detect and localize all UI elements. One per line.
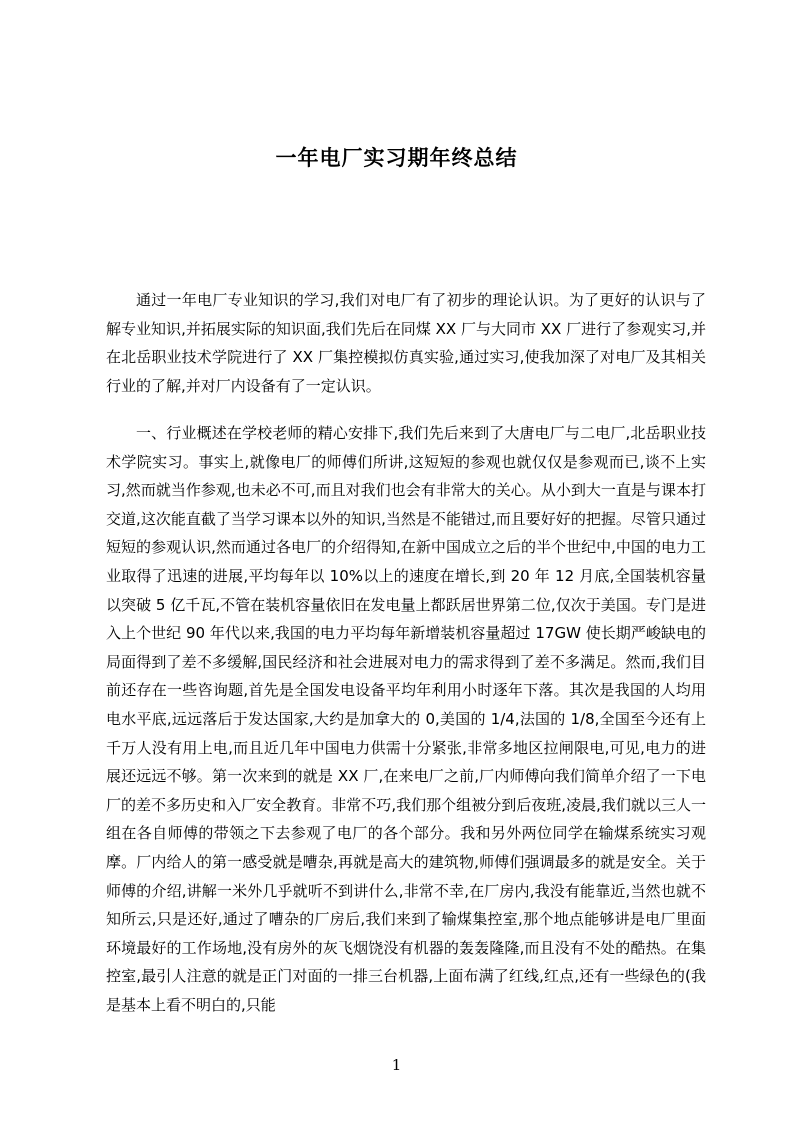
paragraph-industry-overview: 一、行业概述在学校老师的精心安排下,我们先后来到了大唐电厂与二电厂,北岳职业技术学院实习。事实上,就像电厂的师傅们所讲,这短短的参观也就仅仅是参观而已,谈不上实习,然而就当作参观,也未必不可,而且对我们也会有非常大的关心。从小到大一直是与课本打交道,这次能直截了当学习课本以外的知识,当然是不能错过,而且要好好的把握。尽管只通过短短的参观认识,然而通过各电厂的介绍得知,在新中国成立之后的半个世纪中,中国的电力工业取得了迅速的进展,平均每年以 10%以上的速度在增长,到 20 年 12 月底,全国装机容量以突破 5 亿千瓦,不管在装机容量依旧在发电量上都跃居世界第二位,仅次于美国。专门是进入上个世纪 90 年代以来,我国的电力平均每年新增装机容量超过 17GW 使长期严峻缺电的局面得到了差不多缓解,国民经济和社会进展对电力的需求得到了差不多满足。然而,我们目前还存在一些咨询题,首先是全国发电设备平均年利用小时逐年下落。其次是我国的人均用电水平底,远远落后于发达国家,大约是加拿大的 0,美国的 1/4,法国的 1/8,全国至今还有上千万人没有用上电,而且近几年中国电力供需十分紧张,非常多地区拉闸限电,可见,电力的进展还远远不够。第一次来到的就是 XX 厂,在来电厂之前,厂内师傅向我们简单介绍了一下电厂的差不多历史和入厂安全教育。非常不巧,我们那个组被分到后夜班,凌晨,我们就以三人一组在各自师傅的带领之下去参观了电厂的各个部分。我和另外两位同学在输煤系统实习观摩。厂内给人的第一感受就是嘈杂,再就是高大的建筑物,师傅们强调最多的就是安全。关于师傅的介绍,讲解一米外几乎就听不到讲什么,非常不幸,在厂房内,我没有能靠近,当然也就不知所云,只是还好,通过了嘈杂的厂房后,我们来到了输煤集控室,那个地点能够讲是电厂里面环境最好的工作场地,没有房外的灰飞烟饶没有机器的轰轰隆隆,而且没有不处的酷热。在集控室,最引人注意的就是正门对面的一排三台机器,上面布满了红线,红点,还有一些绿色的(我是基本上看不明白的,只能 <box>106 424 706 1014</box>
paragraph-intro: 通过一年电厂专业知识的学习,我们对电厂有了初步的理论认识。为了更好的认识与了解专业知识,并拓展实际的知识面,我们先后在同煤 XX 厂与大同市 XX 厂进行了参观实习,并在北岳职业技术学院进行了 XX 厂集控模拟仿真实验,通过实习,使我加深了对电厂及其相关行业的了解,并对厂内设备有了一定认识。 <box>106 291 706 395</box>
page-number: 1 <box>391 1056 402 1074</box>
document-title: 一年电厂实习期年终总结 <box>275 146 518 170</box>
